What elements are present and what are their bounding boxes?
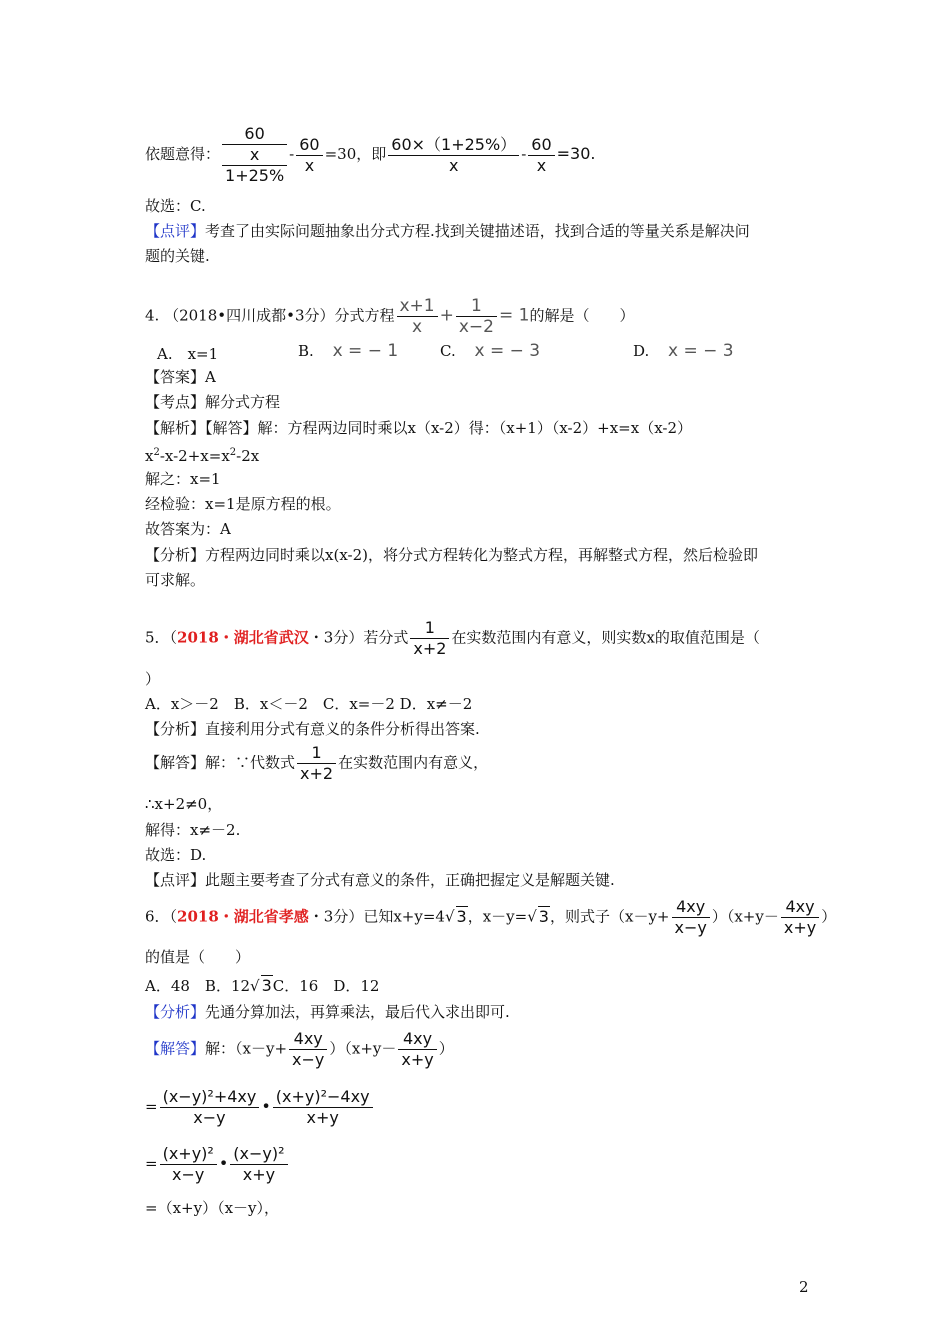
sqrt-icon: √ <box>250 977 260 995</box>
q3-prefix: 依题意得： <box>145 145 221 163</box>
q6-step-1: = $\frac{\text{(x−y)²+4xy}}{x-y}$ • $\frac{\text{(x+y)²−4xy}}{x+y}$ <box>145 1087 375 1128</box>
q6-solve-fraction-2: $\frac{4xy}{x+y}$ <box>398 1029 436 1070</box>
q3-choice: 故选：C. <box>145 197 206 215</box>
page-number: 2 <box>799 1278 809 1296</box>
q4-option-d: D. x = − 3 <box>633 341 734 361</box>
q5-step-3: 故选：D. <box>145 846 207 864</box>
q6-fraction-2: $\frac{4xy}{x+y}$ <box>781 897 819 938</box>
q5-step-1: ∴x+2≠0， <box>145 795 223 813</box>
q3-comment-2: 题的关键. <box>145 247 210 265</box>
q4-question-line: 4. （2018•四川成都•3分）分式方程 $\frac{x+1}{x}$ + $\frac{1}{x-2}$ = 1的解是（ ） <box>145 296 635 337</box>
q4-option-b: B. x = − 1 <box>298 341 399 361</box>
q4-option-a: A. x=1 <box>157 345 219 363</box>
q6-solve-line: 【解答】解：（x－y+ $\frac{4xy}{x-y}$ ）（x+y－ $\frac{4xy}{x+y}$ ） <box>145 1029 454 1069</box>
q6-step-3: =（x+y）（x－y）， <box>145 1199 280 1217</box>
q4-point: 【考点】解分式方程 <box>145 393 281 411</box>
q4-fenxi-1: 【分析】方程两边同时乘以x(x-2)，将分式方程转化为整式方程，再解整式方程，然后检验即 <box>145 546 758 564</box>
sqrt-icon: √ <box>527 907 537 926</box>
q3-fraction-3: $\frac{60\times(1+25\%)}{x}$ <box>388 135 519 176</box>
q5-question-line: 5．（2018・湖北省武汉・3分）若分式 $\frac{1}{x+2}$ 在实数范围内有意义，则实数x的取值范围是（ <box>145 618 760 658</box>
q5-analysis: 【分析】直接利用分式有意义的条件分析得出答案. <box>145 720 480 738</box>
q6-fraction-1: $\frac{4xy}{x-y}$ <box>672 897 710 938</box>
q5-step-2: 解得：x≠－2. <box>145 821 241 839</box>
q6-step1-fraction-b: $\frac{\text{(x+y)²−4xy}}{x+y}$ <box>273 1087 373 1128</box>
q3-equation-line: 依题意得： 60 x 1+25% - $\frac{60}{x}$ =30，即 $\frac{60\times(1+25\%)}{x}$ - $\frac{60}{x}$ =30. <box>145 124 596 185</box>
q4-fenxi-2: 可求解。 <box>145 571 206 589</box>
q6-question-line: 6．（2018・湖北省孝感・3分）已知x+y=4√ 3，x－y=√ 3，则式子（x－y+ $\frac{4xy}{x-y}$ ）（x+y－ $\frac{4xy}{x+y}$ ） <box>145 897 837 937</box>
q6-options: A．48 B．12√ 3C．16 D．12 <box>145 976 380 995</box>
q6-step2-fraction-a: $\frac{\text{(x+y)²}}{x-y}$ <box>160 1144 217 1185</box>
sqrt-icon: √ <box>444 907 455 926</box>
q6-step2-fraction-b: $\frac{\text{(x−y)²}}{x+y}$ <box>230 1144 287 1185</box>
q5-options: A．x＞－2 B．x＜－2 C．x=－2 D．x≠－2 <box>145 695 473 713</box>
q4-analysis-2: $x^2-x-2+x=x^2-2x$ <box>145 447 260 465</box>
q5-close-paren: ） <box>145 670 161 688</box>
q6-step-2: = $\frac{\text{(x+y)²}}{x-y}$ • $\frac{\text{(x−y)²}}{x+y}$ <box>145 1144 290 1185</box>
q5-solve-line: 【解答】解：∵代数式 $\frac{1}{x+2}$ 在实数范围内有意义， <box>145 743 489 783</box>
q4-analysis-5: 故答案为：A <box>145 520 231 538</box>
q4-eq-fraction-1: $\frac{x+1}{x}$ <box>397 296 438 337</box>
q5-solve-fraction: $\frac{1}{x+2}$ <box>297 743 336 784</box>
q6-solve-fraction-1: $\frac{4xy}{x-y}$ <box>289 1029 327 1070</box>
q5-comment: 【点评】此题主要考查了分式有意义的条件，正确把握定义是解题关键. <box>145 871 615 889</box>
q4-analysis-1: 【解析】【解答】解：方程两边同时乘以x（x-2）得：（x+1）（x-2）+x=x（x-2） <box>145 419 693 437</box>
q3-comment-1: 【点评】考查了由实际问题抽象出分式方程.找到关键描述语，找到合适的等量关系是解决问 <box>145 222 750 240</box>
q4-option-c: C. x = − 3 <box>440 341 541 361</box>
q4-answer: 【答案】A <box>145 368 216 386</box>
q3-fraction-complex: 60 x 1+25% <box>222 124 287 186</box>
q3-fraction-2: $\frac{60}{x}$ <box>296 135 322 176</box>
q6-value-line: 的值是（ ） <box>145 948 251 966</box>
q4-analysis-3: 解之：x=1 <box>145 470 221 488</box>
q5-fraction: $\frac{1}{x+2}$ <box>410 618 449 659</box>
q3-fraction-4: $\frac{60}{x}$ <box>528 135 554 176</box>
q4-analysis-4: 经检验：x=1是原方程的根。 <box>145 495 341 513</box>
q6-analysis: 【分析】先通分算加法，再算乘法，最后代入求出即可. <box>145 1003 510 1021</box>
q4-eq-fraction-2: $\frac{1}{x-2}$ <box>456 296 497 337</box>
q6-step1-fraction-a: $\frac{\text{(x−y)²+4xy}}{x-y}$ <box>160 1087 260 1128</box>
